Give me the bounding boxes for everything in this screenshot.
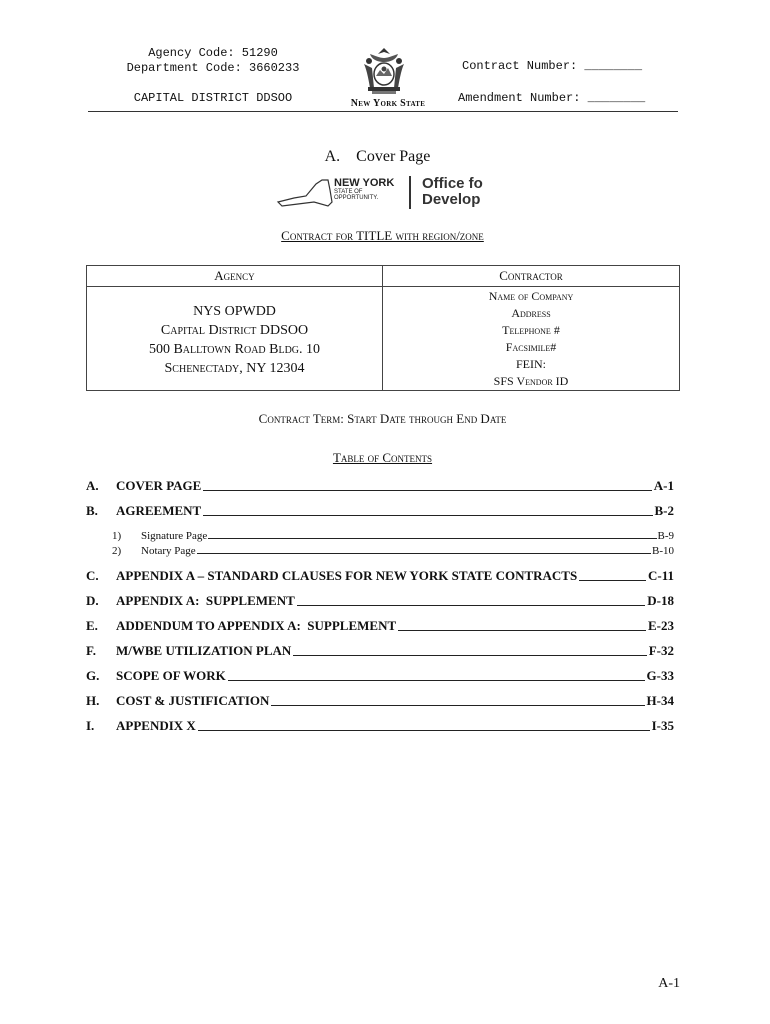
- toc-leader: [297, 605, 646, 606]
- toc-leader: [271, 705, 644, 706]
- toc-row-h[interactable]: [86, 691, 674, 709]
- contract-term: Contract Term: Start Date through End Date: [258, 411, 507, 426]
- ny-state-map-icon: [276, 176, 334, 210]
- logo-opportunity: OPPORTUNITY.: [334, 195, 379, 201]
- toc-page: C-11: [648, 568, 674, 583]
- agency-line: Capital District DDSOO: [160, 323, 309, 338]
- toc-page: G-33: [646, 668, 674, 683]
- logo-new-york: NEW YORK: [334, 177, 395, 189]
- toc-row-b[interactable]: [86, 501, 674, 519]
- toc-leader: [208, 538, 656, 539]
- toc-sub-row-signature[interactable]: [112, 528, 674, 542]
- toc-title-text: APPENDIX A – STANDARD CLAUSES FOR NEW YORK STATE CONTRACTS: [116, 568, 578, 583]
- contractor-info: [383, 288, 679, 390]
- toc-sub-page: B-10: [652, 545, 674, 557]
- toc-sub-row-notary[interactable]: [112, 543, 674, 557]
- toc-letter: I.: [86, 718, 95, 733]
- logo-office-line1: Office fo: [422, 175, 483, 192]
- toc-letter: E.: [86, 618, 98, 633]
- contractor-line: Facsimile#: [505, 340, 557, 354]
- toc-letter: F.: [86, 643, 96, 658]
- contractor-line: SFS Vendor ID: [493, 374, 569, 388]
- agency-address: [87, 302, 382, 378]
- agency-line: 500 Balltown Road Bldg. 10: [148, 342, 321, 357]
- toc-leader: [293, 655, 646, 656]
- toc-page: E-23: [648, 618, 674, 633]
- toc-title-text: COST & JUSTIFICATION: [116, 693, 270, 708]
- contractor-line: Name of Company: [488, 289, 574, 303]
- toc-page: H-34: [646, 693, 674, 708]
- contractor-header: Contractor: [499, 268, 563, 283]
- toc-row-i[interactable]: [86, 716, 674, 734]
- toc-letter: H.: [86, 693, 100, 708]
- logo-state-of: STATE OF: [334, 189, 363, 195]
- toc-letter: B.: [86, 503, 98, 518]
- toc-row-a[interactable]: [86, 476, 674, 494]
- toc-sub-number: 1): [112, 530, 122, 542]
- toc-page: F-32: [648, 643, 674, 658]
- toc-leader: [203, 490, 651, 491]
- new-york-state-seal-icon: [360, 46, 408, 96]
- toc-title-text: COVER PAGE: [116, 478, 202, 493]
- ny-state-logo: [276, 174, 498, 212]
- toc-leader: [398, 630, 646, 631]
- agency-line: Schenectady, NY 12304: [164, 361, 305, 376]
- agency-header: Agency: [214, 268, 255, 283]
- agency-line: NYS OPWDD: [193, 304, 276, 319]
- page-number: A-1: [658, 976, 680, 991]
- toc-title-text: ADDENDUM TO APPENDIX A: SUPPLEMENT: [116, 618, 397, 633]
- contract-title: Contract for TITLE with region/zone: [281, 228, 484, 243]
- toc-leader: [579, 580, 646, 581]
- toc-letter: A.: [86, 478, 99, 493]
- contract-number-field: Contract Number: ________: [462, 59, 643, 73]
- toc-row-c[interactable]: [86, 566, 674, 584]
- toc-title-text: SCOPE OF WORK: [116, 668, 226, 683]
- table-header-divider: [87, 286, 679, 287]
- amendment-number-field: Amendment Number: ________: [458, 91, 646, 105]
- contractor-line: Address: [511, 306, 551, 320]
- toc-page: A-1: [653, 478, 674, 493]
- toc-page: D-18: [647, 593, 674, 608]
- toc-leader: [197, 553, 651, 554]
- toc-letter: G.: [86, 668, 100, 683]
- toc-sub-title: Signature Page: [141, 530, 208, 542]
- contractor-line: FEIN:: [516, 357, 546, 371]
- toc-row-f[interactable]: [86, 641, 674, 659]
- seal-caption: New York State: [350, 98, 426, 109]
- toc-title-text: APPENDIX A: SUPPLEMENT: [116, 593, 295, 608]
- toc-sub-page: B-9: [657, 530, 674, 542]
- toc-title-text: AGREEMENT: [116, 503, 202, 518]
- district-name: CAPITAL DISTRICT DDSOO: [133, 91, 293, 105]
- agency-code: Agency Code: 51290: [148, 46, 278, 60]
- logo-office-line2: Develop: [422, 191, 481, 208]
- toc-leader: [203, 515, 652, 516]
- toc-letter: C.: [86, 568, 99, 583]
- toc-page: B-2: [654, 503, 674, 518]
- agency-contractor-table: [86, 265, 680, 391]
- toc-row-g[interactable]: [86, 666, 674, 684]
- toc-sub-title: Notary Page: [141, 545, 196, 557]
- toc-sub-number: 2): [112, 545, 122, 557]
- toc-title-text: APPENDIX X: [116, 718, 196, 733]
- toc-letter: D.: [86, 593, 99, 608]
- cover-page-title: A. Cover Page: [324, 148, 431, 165]
- header-divider: [88, 111, 678, 112]
- toc-row-d[interactable]: [86, 591, 674, 609]
- toc-title-text: M/WBE UTILIZATION PLAN: [116, 643, 292, 658]
- toc-leader: [198, 730, 650, 731]
- contractor-line: Telephone #: [502, 323, 560, 337]
- logo-divider: [409, 176, 411, 209]
- toc-leader: [228, 680, 645, 681]
- toc-page: I-35: [651, 718, 674, 733]
- department-code: Department Code: 3660233: [126, 61, 300, 75]
- toc-row-e[interactable]: [86, 616, 674, 634]
- toc-title: Table of Contents: [332, 450, 433, 465]
